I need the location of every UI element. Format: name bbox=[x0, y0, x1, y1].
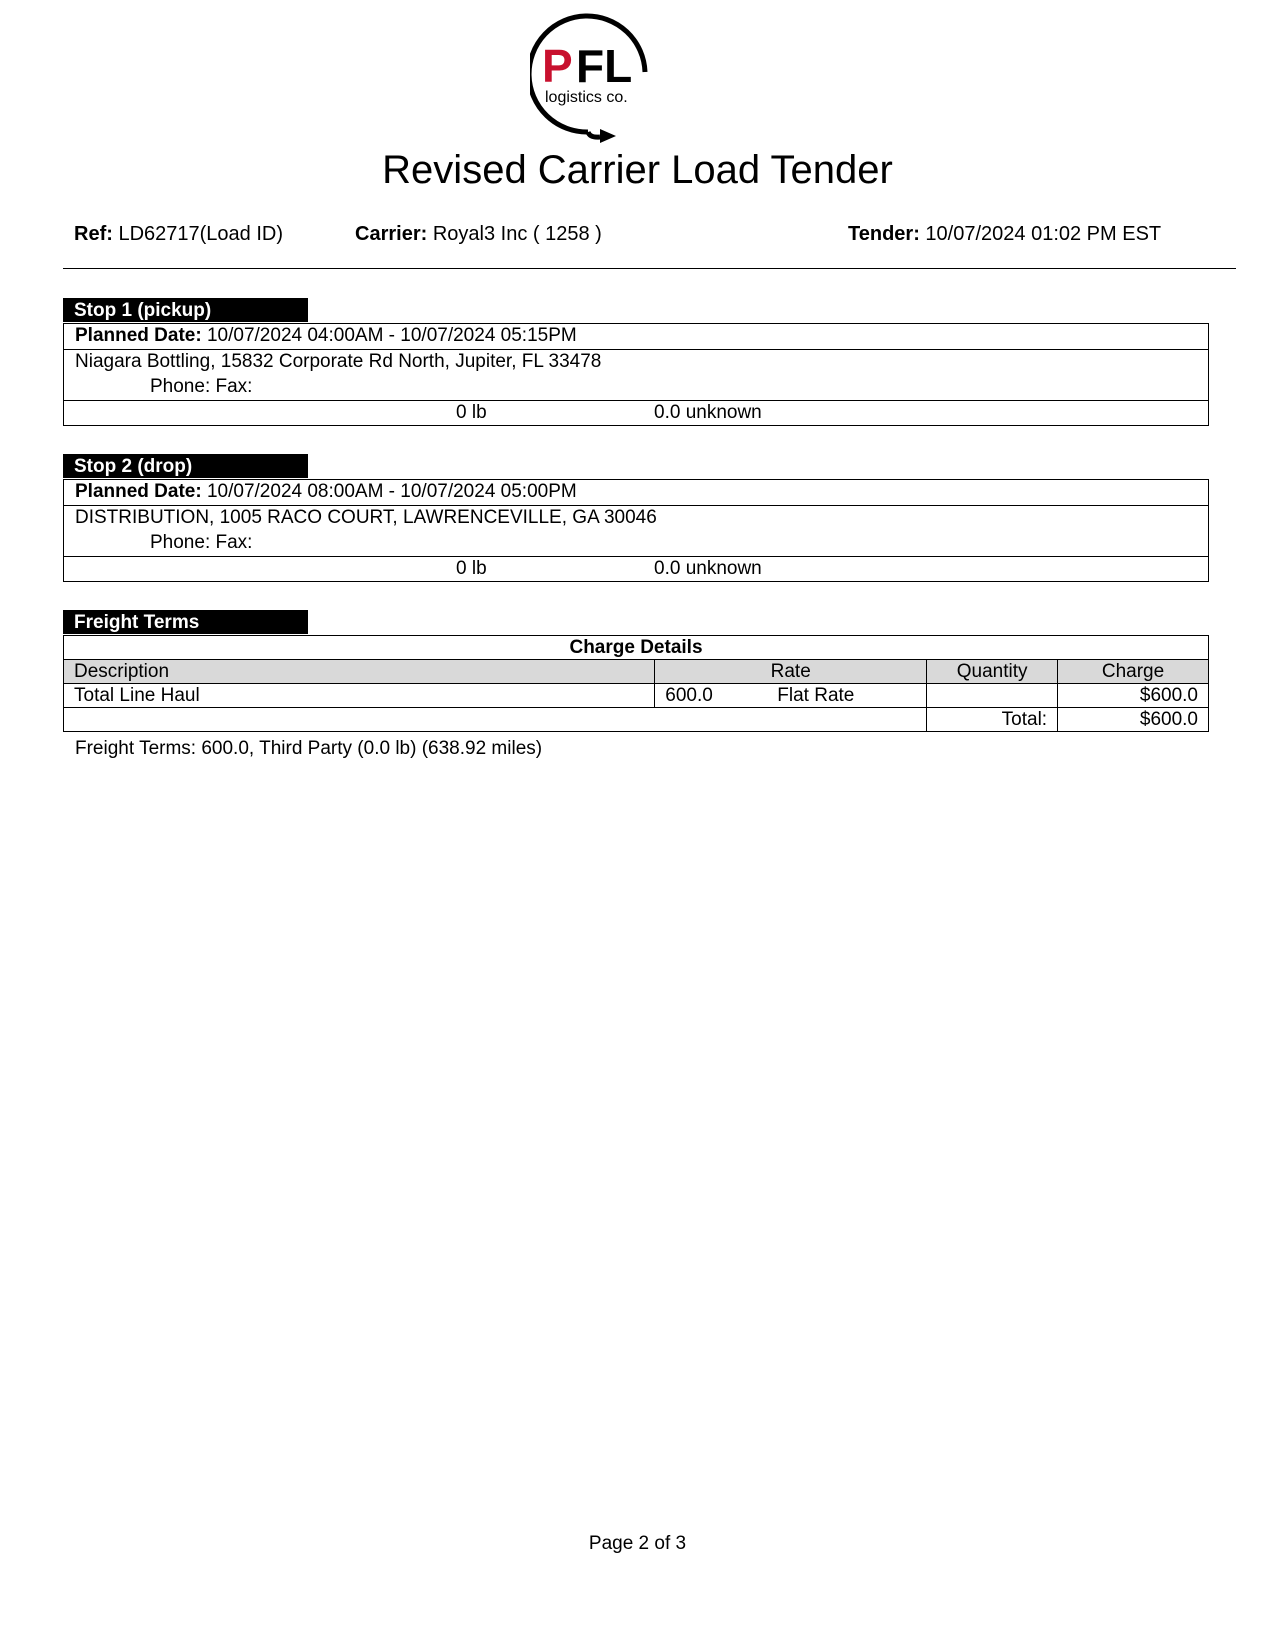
stop-2-totals bbox=[64, 556, 1208, 580]
column-charge: Charge bbox=[1058, 660, 1209, 684]
table-header-row bbox=[64, 660, 1209, 684]
stop-1-planned-date: Planned Date: 10/07/2024 04:00AM - 10/07/2024 05:15PM bbox=[75, 325, 577, 346]
total-row bbox=[64, 708, 1209, 732]
tender-field: Tender: 10/07/2024 01:02 PM EST bbox=[848, 223, 1162, 245]
column-description: Description bbox=[64, 660, 655, 684]
column-rate: Rate bbox=[655, 660, 927, 684]
freight-terms-note: Freight Terms: 600.0, Third Party (0.0 lb) (638.92 miles) bbox=[75, 738, 543, 759]
stop-1-box bbox=[63, 323, 1209, 426]
stop-2-heading: Stop 2 (drop) bbox=[63, 454, 308, 478]
table-row bbox=[64, 684, 1209, 708]
stop-1-quantity: 0.0 unknown bbox=[654, 402, 762, 423]
charge-details-title: Charge Details bbox=[64, 636, 1209, 660]
stop-2-weight: 0 lb bbox=[456, 558, 487, 579]
svg-text:logistics co.: logistics co. bbox=[545, 89, 628, 106]
ref-field: Ref: LD62717(Load ID) bbox=[74, 223, 284, 245]
stop-2-box bbox=[63, 479, 1209, 582]
line-quantity bbox=[927, 684, 1058, 708]
stop-1-weight: 0 lb bbox=[456, 402, 487, 423]
freight-terms-heading: Freight Terms bbox=[63, 610, 308, 634]
line-description: Total Line Haul bbox=[64, 684, 655, 708]
stop-1-phone-fax: Phone: Fax: bbox=[150, 376, 253, 397]
stop-2-address: DISTRIBUTION, 1005 RACO COURT, LAWRENCEVILLE, GA 30046 bbox=[64, 505, 1208, 531]
stop-1-address: Niagara Bottling, 15832 Corporate Rd North, Jupiter, FL 33478 bbox=[64, 349, 1208, 375]
stop-2-quantity: 0.0 unknown bbox=[654, 558, 762, 579]
page-number: Page 2 of 3 bbox=[588, 1533, 687, 1554]
svg-text:FL: FL bbox=[576, 40, 633, 92]
total-label: Total: bbox=[927, 708, 1058, 732]
line-rate-value: 600.0 bbox=[665, 684, 713, 706]
svg-text:P: P bbox=[542, 40, 573, 92]
stop-2-planned-date: Planned Date: 10/07/2024 08:00AM - 10/07/2024 05:00PM bbox=[75, 481, 577, 502]
carrier-field: Carrier: Royal3 Inc ( 1258 ) bbox=[355, 223, 602, 245]
line-rate bbox=[655, 684, 927, 708]
stop-2-phone-fax: Phone: Fax: bbox=[150, 532, 253, 553]
column-quantity: Quantity bbox=[927, 660, 1058, 684]
line-charge: $600.0 bbox=[1058, 684, 1209, 708]
pfl-logo bbox=[530, 12, 670, 146]
stop-1-heading: Stop 1 (pickup) bbox=[63, 298, 308, 322]
charge-details-table bbox=[63, 635, 1209, 732]
header-divider bbox=[63, 268, 1236, 269]
line-rate-type: Flat Rate bbox=[777, 684, 855, 706]
document-title: Revised Carrier Load Tender bbox=[382, 148, 893, 192]
total-value: $600.0 bbox=[1058, 708, 1209, 732]
stop-1-totals bbox=[64, 400, 1208, 424]
